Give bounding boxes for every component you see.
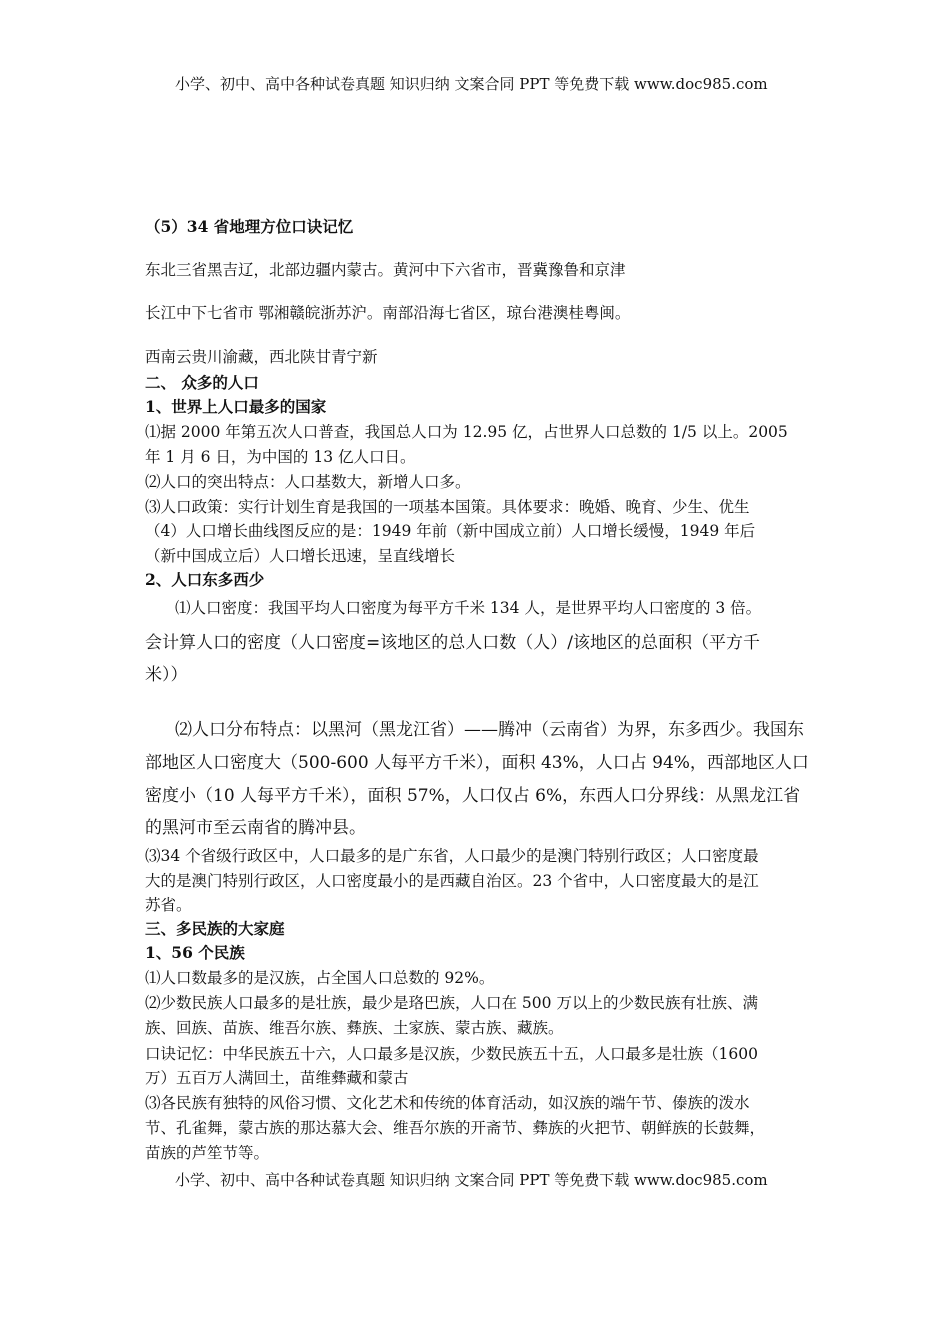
text-line: ⑴据 2000 年第五次人口普查，我国总人口为 12.95 亿，占世界人口总数的 1/5 以上。2005 [145, 423, 788, 441]
text-line: 长江中下七省市 鄂湘赣皖浙苏沪。南部沿海七省区，琼台港澳桂粤闽。 [145, 304, 631, 322]
text-line: 年 1 月 6 日，为中国的 13 亿人口日。 [145, 448, 416, 466]
text-line: ⑵人口的突出特点：人口基数大，新增人口多。 [145, 473, 471, 491]
text-line: 口诀记忆：中华民族五十六，人口最多是汉族，少数民族五十五，人口最多是壮族（1600 [145, 1045, 758, 1063]
text-line: ⑶人口政策：实行计划生育是我国的一项基本国策。具体要求：晚婚、晚育、少生、优生 [145, 498, 750, 516]
text-line: 苗族的芦笙节等。 [145, 1144, 270, 1162]
subheading-east-west: 2、人口东多西少 [145, 570, 265, 589]
text-line: 节、孔雀舞，蒙古族的那达慕大会、维吾尔族的开斋节、彝族的火把节、朝鲜族的长鼓舞， [145, 1119, 766, 1137]
text-line: ⑴人口数最多的是汉族，占全国人口总数的 92%。 [145, 969, 495, 987]
text-line: ⑵少数民族人口最多的是壮族，最少是珞巴族，人口在 500 万以上的少数民族有壮族、满 [145, 994, 758, 1012]
text-line: ⑵人口分布特点：以黑河（黑龙江省）——腾冲（云南省）为界，东多西少。我国东 [175, 720, 804, 740]
page-header: 小学、初中、高中各种试卷真题 知识归纳 文案合同 PPT 等免费下载 www.doc985.com [175, 75, 768, 93]
subheading-56-ethnic-groups: 1、56 个民族 [145, 943, 245, 962]
text-line: 大的是澳门特别行政区，人口密度最小的是西藏自治区。23 个省中，人口密度最大的是江 [145, 872, 759, 890]
page-footer: 小学、初中、高中各种试卷真题 知识归纳 文案合同 PPT 等免费下载 www.doc985.com [175, 1171, 768, 1189]
section-title-province-mnemonic: （5）34 省地理方位口诀记忆 [145, 217, 354, 236]
heading-ethnic-groups: 三、多民族的大家庭 [145, 919, 285, 938]
text-line: 米）） [145, 665, 188, 685]
text-line: 东北三省黑吉辽，北部边疆内蒙古。黄河中下六省市，晋冀豫鲁和京津 [145, 261, 626, 279]
text-line: 苏省。 [145, 896, 192, 914]
text-line: 会计算人口的密度（人口密度=该地区的总人口数（人）/该地区的总面积（平方千 [145, 633, 760, 653]
text-line: ⑴人口密度：我国平均人口密度为每平方千米 134 人，是世界平均人口密度的 3 倍。 [175, 599, 762, 617]
text-line: ⑶34 个省级行政区中，人口最多的是广东省，人口最少的是澳门特别行政区；人口密度最 [145, 847, 759, 865]
text-line: 族、回族、苗族、维吾尔族、彝族、土家族、蒙古族、藏族。 [145, 1019, 564, 1037]
text-line: 的黑河市至云南省的腾冲县。 [145, 818, 366, 838]
heading-population: 二、 众多的人口 [145, 373, 259, 392]
text-line: ⑶各民族有独特的风俗习惯、文化艺术和传统的体育活动，如汉族的端午节、傣族的泼水 [145, 1094, 750, 1112]
text-line: 西南云贵川渝藏，西北陕甘青宁新 [145, 348, 378, 366]
text-line: （4）人口增长曲线图反应的是：1949 年前（新中国成立前）人口增长缓慢，1949 年后 [145, 522, 756, 540]
text-line: 部地区人口密度大（500-600 人每平方千米），面积 43%，人口占 94%，西部地区人口 [145, 753, 809, 773]
text-line: 密度小（10 人每平方千米），面积 57%，人口仅占 6%，东西人口分界线：从黑龙江省 [145, 786, 801, 806]
text-line: 万）五百万人满回土，苗维彝藏和蒙古 [145, 1069, 409, 1087]
subheading-largest-population: 1、世界上人口最多的国家 [145, 397, 327, 416]
text-line: （新中国成立后）人口增长迅速，呈直线增长 [145, 547, 456, 565]
